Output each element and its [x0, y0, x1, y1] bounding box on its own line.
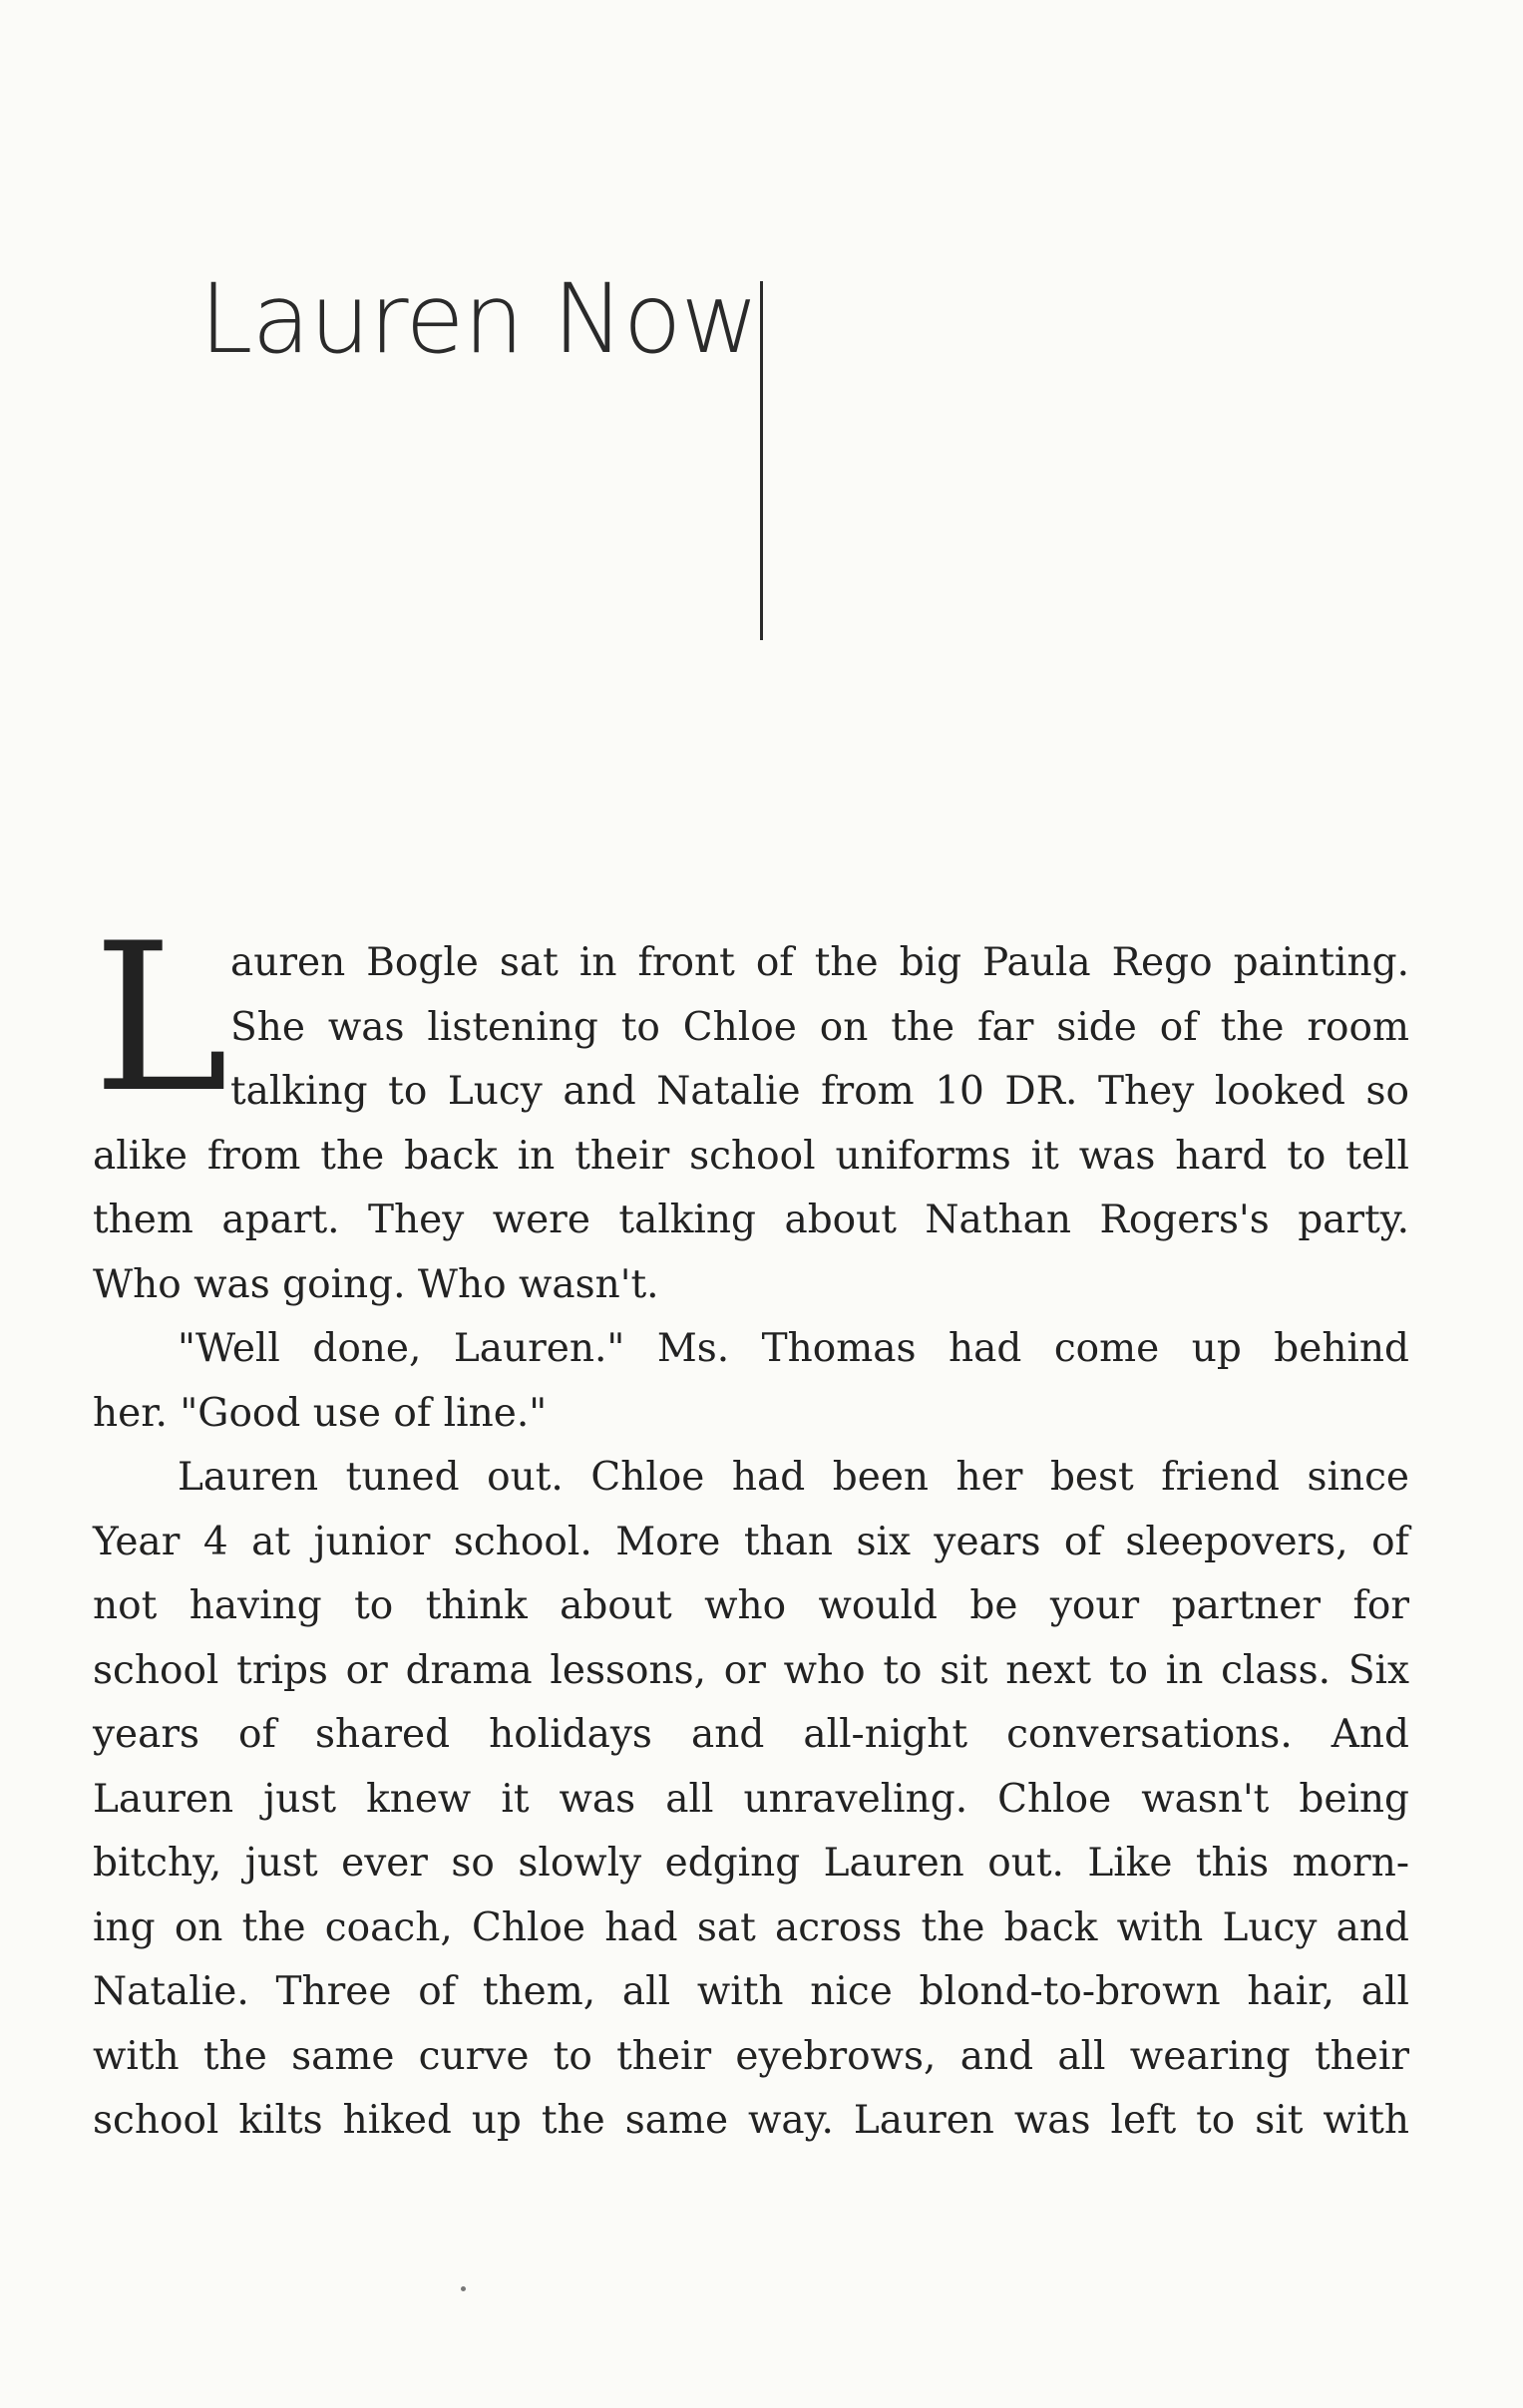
scan-speck	[461, 2286, 466, 2291]
text-line: not having to think about who would be your partner for	[93, 1583, 1409, 1628]
paragraph-2	[93, 1317, 1409, 1446]
text-line: Lauren tuned out. Chloe had been her best friend since	[178, 1455, 1409, 1500]
text-line: Year 4 at junior school. More than six years of sleepovers, of	[93, 1519, 1409, 1564]
text-line: them apart. They were talking about Nathan Rogers's party.	[93, 1198, 1409, 1242]
text-line: years of shared holidays and all-night conversations. And	[93, 1712, 1409, 1757]
text-line: talking to Lucy and Natalie from 10 DR. They looked so	[230, 1069, 1409, 1114]
text-line: Natalie. Three of them, all with nice blond-to-brown hair, all	[93, 1969, 1409, 2014]
text-line: "Well done, Lauren." Ms. Thomas had come up behind	[178, 1326, 1409, 1371]
text-line: Lauren just knew it was all unraveling. Chloe wasn't being	[93, 1776, 1409, 1822]
title-vertical-rule	[760, 281, 763, 640]
paragraph-1	[93, 900, 1409, 1317]
drop-cap-box	[93, 900, 229, 1138]
chapter-title: Lauren Now	[199, 263, 758, 375]
text-line: her. "Good use of line."	[93, 1390, 548, 1436]
body-text	[93, 900, 1409, 2154]
text-line: auren Bogle sat in front of the big Paula Rego painting.	[230, 940, 1409, 985]
text-line: school kilts hiked up the same way. Lauren was left to sit with	[93, 2098, 1409, 2143]
text-line: school trips or drama lessons, or who to sit next to in class. Six	[93, 1647, 1409, 1693]
paragraph-3	[93, 1446, 1409, 2154]
text-line: with the same curve to their eyebrows, and all wearing their	[93, 2033, 1409, 2079]
text-line: alike from the back in their school uniforms it was hard to tell	[93, 1133, 1409, 1179]
text-line: ing on the coach, Chloe had sat across the back with Lucy and	[93, 1904, 1409, 1950]
text-line: bitchy, just ever so slowly edging Lauren out. Like this morn-	[93, 1841, 1409, 1886]
text-line: Who was going. Who wasn't.	[93, 1261, 659, 1307]
drop-cap: L	[93, 900, 229, 1138]
text-line: She was listening to Chloe on the far side of the room	[230, 1004, 1409, 1050]
